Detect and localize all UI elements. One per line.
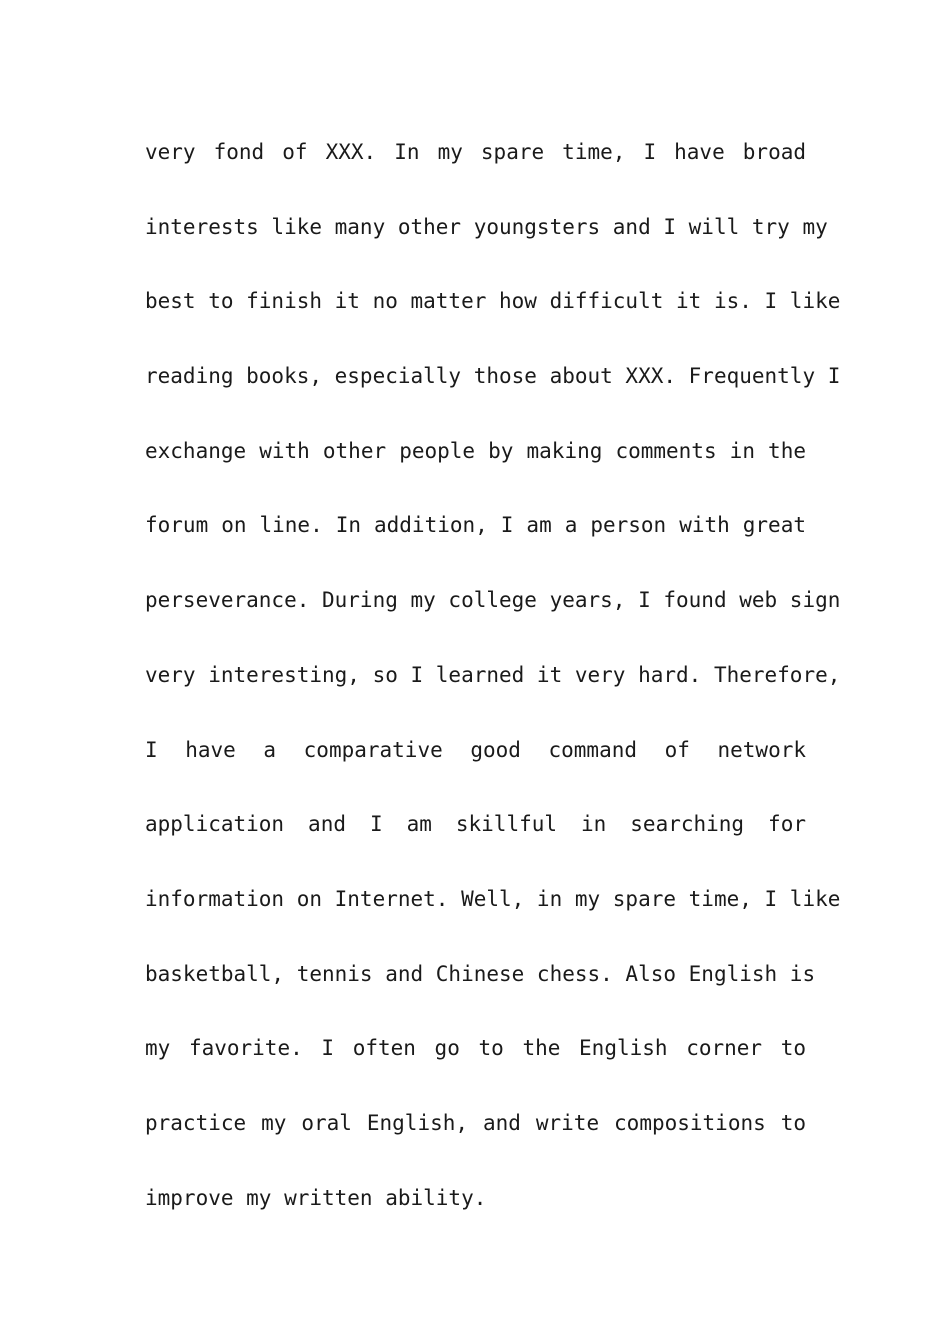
text-line: very interesting, so I learned it very hard. Therefore,	[145, 662, 841, 687]
text-line: improve my written ability.	[145, 1185, 487, 1210]
text-line: interests like many other youngsters and I will try my	[145, 214, 828, 239]
text-line: information on Internet. Well, in my spare time, I like	[145, 886, 841, 911]
text-line: forum on line. In addition, I am a person with great	[145, 513, 806, 538]
text-line: reading books, especially those about XXX. Frequently I	[145, 364, 841, 389]
text-line: very fond of XXX. In my spare time, I have broad	[145, 140, 806, 164]
text-line: basketball, tennis and Chinese chess. Also English is	[145, 961, 816, 986]
text-line: I have a comparative good command of network	[145, 737, 806, 762]
text-line: practice my oral English, and write compositions to	[145, 1110, 806, 1135]
text-line: my favorite. I often go to the English corner to	[145, 1036, 806, 1061]
text-line: perseverance. During my college years, I found web sign	[145, 588, 841, 613]
body-paragraph	[145, 133, 841, 1253]
text-line: best to finish it no matter how difficult it is. I like	[145, 289, 841, 314]
text-line: application and I am skillful in searching for	[145, 812, 806, 837]
text-line: exchange with other people by making comments in the	[145, 438, 806, 463]
